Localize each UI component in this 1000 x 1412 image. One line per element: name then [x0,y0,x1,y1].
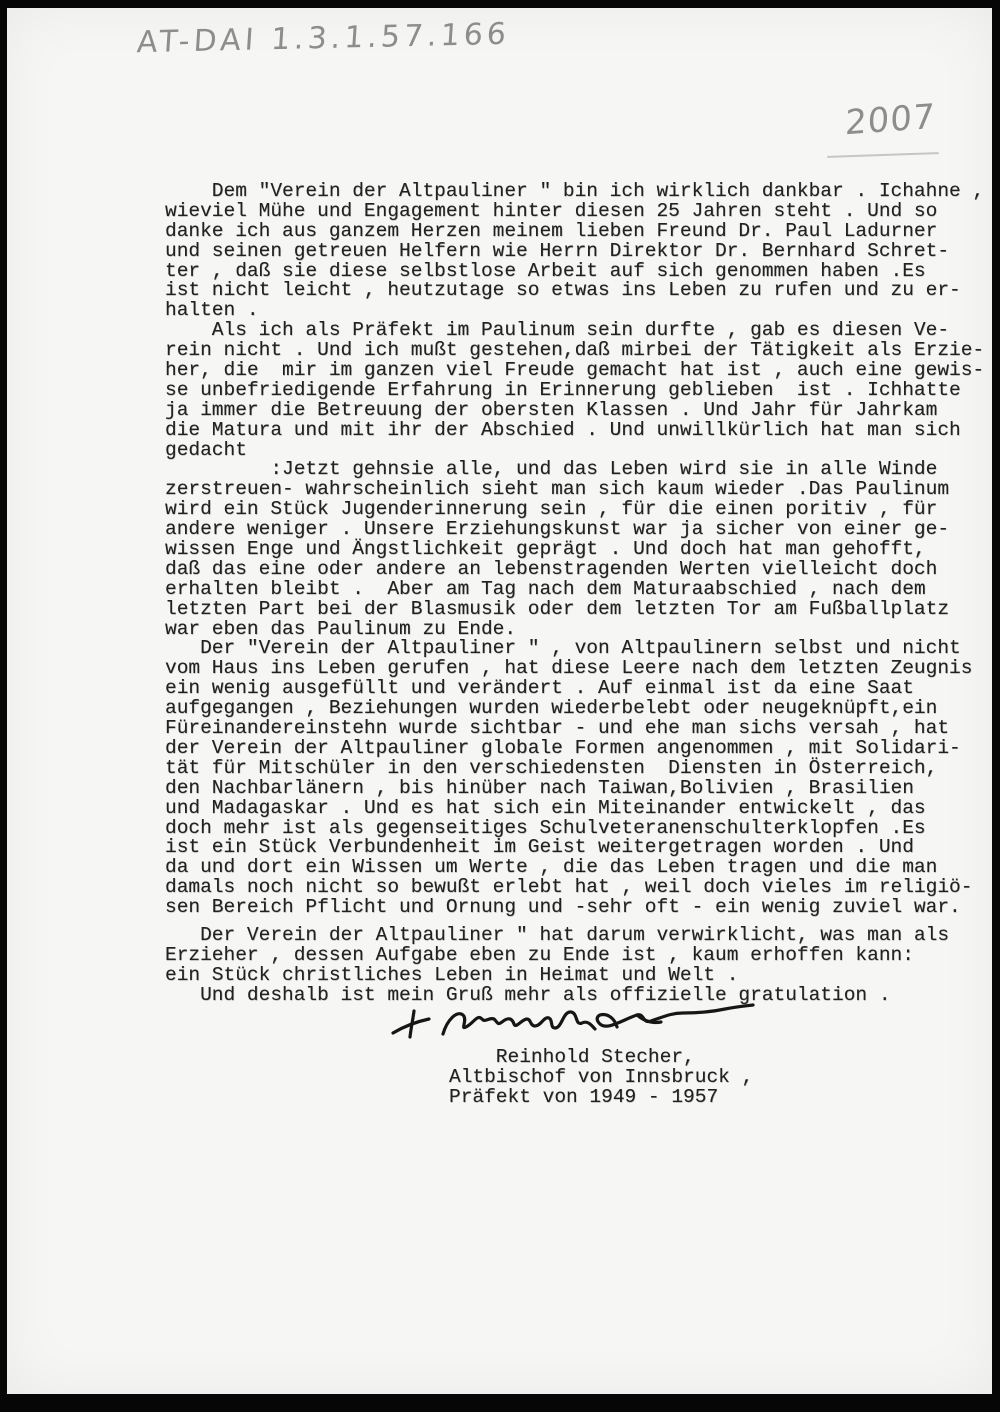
letter-line: aufgegangen , Beziehungen wurden wiederbelebt oder neugeknüpft,ein [165,697,938,720]
archival-reference-handwriting: AT-DAI 1.3.1.57.166 [135,16,512,61]
letter-line: se unbefriedigende Erfahrung in Erinnerung geblieben ist . Ichhatte [165,378,961,401]
letter-line: wieviel Mühe und Engagement hinter diesen 25 Jahren steht . Und so [165,199,938,222]
letter-line: den Nachbarlänern , bis hinüber nach Taiwan,Bolivien , Brasilien [165,776,914,799]
letter-body [165,182,984,1006]
letter-line: daß das eine oder andere an lebenstragenden Werten vielleicht doch [165,557,938,580]
letter-line: ist nicht leicht , heutzutage so etwas ins Leben zu rufen und zu er- [165,279,961,302]
letter-line: ja immer die Betreuung der obersten Klassen . Und Jahr für Jahrkam [165,398,938,421]
letter-line: letzten Part bei der Blasmusik oder dem letzten Tor am Fußballplatz [165,597,950,620]
letter-line: ter , daß sie diese selbstlose Arbeit auf sich genommen haben .Es [165,259,926,282]
letter-line: Und deshalb ist mein Gruß mehr als offizielle gratulation . [165,983,891,1006]
letter-line: Füreinandereinstehn wurde sichtbar - und ehe man sichs versah , hat [165,717,950,740]
letter-line: wird ein Stück Jugenderinnerung sein , für die einen poritiv , für [165,498,938,521]
letter-line: da und dort ein Wissen um Werte , die das Leben tragen und die man [165,856,938,879]
letter-line: ist ein Stück Verbundenheit im Geist weitergetragen worden . Und [165,836,914,859]
handwritten-signature [385,1000,757,1046]
scanned-letter-page [7,8,992,1394]
letter-line: die Matura und mit ihr der Abschied . Und unwillkürlich hat man sich [165,418,961,441]
letter-line: Dem "Verein der Altpauliner " bin ich wirklich dankbar . Ichahne , [165,180,985,202]
letter-line: tät für Mitschüler in den verschiedensten Diensten in Österreich, [165,756,938,779]
letter-line: erhalten bleibt . Aber am Tag nach dem Maturaabschied , nach dem [165,577,926,600]
letter-line: :Jetzt gehnsie alle, und das Leben wird sie in alle Winde [165,458,938,481]
letter-line: wissen Enge und Ängstlichkeit geprägt . Und doch hat man gehofft, [165,538,926,561]
letter-line: war eben das Paulinum zu Ende. [165,617,517,640]
letter-line: und Madagaskar . Und es hat sich ein Miteinander entwickelt , das [165,796,926,819]
letter-line: rein nicht . Und ich mußt gestehen,daß mirbei der Tätigkeit als Erzie- [165,339,985,362]
letter-line: Erzieher , dessen Aufgabe eben zu Ende ist , kaum erhoffen kann: [165,943,914,966]
letter-line: Als ich als Präfekt im Paulinum sein durfte , gab es diesen Ve- [165,319,950,342]
letter-line: ein wenig ausgefüllt und verändert . Auf einmal ist da eine Saat [165,677,914,700]
letter-line: andere weniger . Unsere Erziehungskunst war ja sicher von einer ge- [165,518,950,541]
signature-typed [449,1047,757,1107]
letter-line: doch mehr ist als gegenseitiges Schulveteranenschulterklopfen .Es [165,816,926,839]
letter-line: halten . [165,299,259,322]
year-handwriting: 2007 [844,96,937,144]
letter-line: damals noch nicht so bewußt erlebt hat , weil doch vieles im religiö- [165,876,973,899]
letter-line: Der Verein der Altpauliner " hat darum verwirklicht, was man als [165,923,950,946]
signature-line: Präfekt von 1949 - 1957 [449,1085,719,1108]
letter-line: vom Haus ins Leben gerufen , hat diese Leere nach dem letzten Zeugnis [165,657,973,680]
paragraph [165,182,984,321]
letter-line: her, die mir im ganzen viel Freude gemacht hat ist , auch eine gewis- [165,359,985,382]
pencil-underline [827,152,939,158]
letter-line: sen Bereich Pflicht und Ornung und -sehr oft - ein wenig zuviel war. [165,896,961,919]
letter-line: Der "Verein der Altpauliner " , von Altpaulinern selbst und nicht [165,637,961,660]
letter-line: gedacht [165,438,247,461]
paragraph [165,321,984,639]
paragraph [165,923,984,1006]
letter-line: der Verein der Altpauliner globale Formen angenommen , mit Solidari- [165,736,961,759]
letter-line: zerstreuen- wahrscheinlich sieht man sich kaum wieder .Das Paulinum [165,478,950,501]
letter-line: und seinen getreuen Helfern wie Herrn Direktor Dr. Bernhard Schret- [165,239,950,262]
signature-line: Altbischof von Innsbruck , [449,1065,754,1088]
signature-line: Reinhold Stecher, [449,1046,695,1068]
letter-line: danke ich aus ganzem Herzen meinem lieben Freund Dr. Paul Ladurner [165,219,938,242]
letter-line: ein Stück christliches Leben in Heimat und Welt . [165,963,739,986]
paragraph [165,639,984,917]
signature-block [385,1000,757,1107]
